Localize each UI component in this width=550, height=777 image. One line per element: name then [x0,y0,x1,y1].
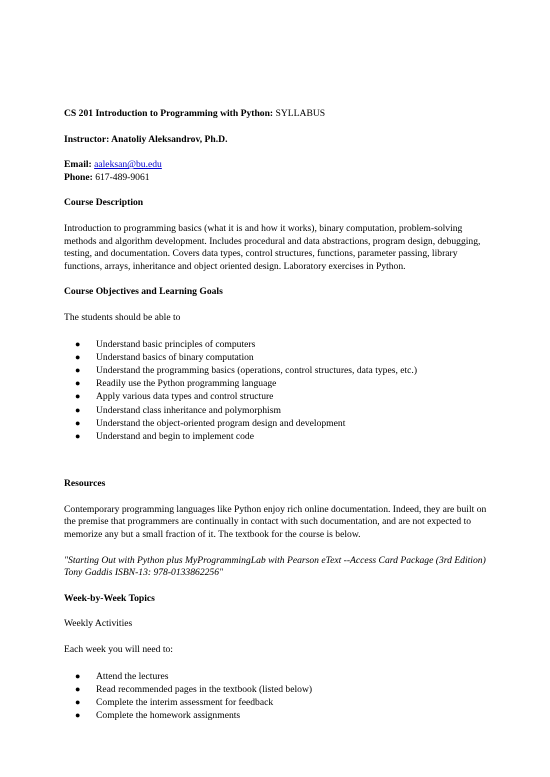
bullet-icon: ● [75,351,81,362]
list-item: ● Apply various data types and control structure [75,391,274,403]
objectives-heading: Course Objectives and Learning Goals [64,286,223,298]
list-item: ● Complete the interim assessment for feedback [75,696,274,708]
list-item: ● Understand basics of binary computation [75,351,254,363]
list-item: ● Understand the programming basics (operations, control structures, data types, etc.) [75,364,418,376]
bullet-icon: ● [75,364,81,375]
weekly-intro: Each week you will need to: [64,643,173,655]
list-item: ● Understand and begin to implement code [75,430,254,442]
email-row [64,159,490,172]
bullet-icon: ● [75,696,81,707]
bullet-icon: ● [75,391,81,402]
bullet-icon: ● [75,710,81,721]
weekly-subheading: Weekly Activities [64,618,133,630]
bullet-icon: ● [75,670,81,681]
section-spacer [64,456,490,478]
title-main: CS 201 Introduction to Programming with Python: [64,108,276,119]
email-link[interactable]: aaleksan@bu.edu [94,159,162,171]
bullet-icon: ● [75,404,81,415]
bullet-icon: ● [75,378,81,389]
email-label: Email: [64,159,92,171]
title-tail: SYLLABUS [275,108,326,119]
weekly-heading: Week-by-Week Topics [64,592,155,604]
list-item: ● Read recommended pages in the textbook (listed below) [75,683,313,695]
textbook-citation: "Starting Out with Python plus MyProgrammingLab with Pearson eText --Access Card Package (3rd Edition) Tony Gaddis ISBN-13: 978-0133862256" [64,554,486,579]
objectives-list [64,338,490,444]
phone-value: 617-489-9061 [95,171,150,183]
list-item: ● Readily use the Python programming language [75,378,277,390]
page-title [64,108,490,121]
bullet-icon: ● [75,430,81,441]
list-item: ● Attend the lectures [75,670,169,682]
contact-block [64,159,490,184]
course-description-text: Introduction to programming basics (what it is and how it works), binary computation, problem-solving methods and algorithm development. Includes procedural and data abstractions, program design, debugging, testing, and documentation. Covers data types, control structures, functions, parameter passing, library functions, arrays, inheritance and object oriented design. Laboratory exercises in Python. [64,222,481,272]
phone-label: Phone: [64,171,93,183]
resources-text: Contemporary programming languages like Python enjoy rich online documentation. Indeed, they are built on the premise that programmers are continually in contact with such documentation, and are not expected to memorize any but a small fraction of it. The textbook for the course is below. [64,503,487,540]
course-description-heading: Course Description [64,197,144,209]
phone-row [64,172,490,185]
list-item: ● Understand the object-oriented program design and development [75,417,346,429]
list-item: ● Understand class inheritance and polymorphism [75,404,281,416]
bullet-icon: ● [75,338,81,349]
weekly-list [64,670,490,723]
bullet-icon: ● [75,417,81,428]
list-item: ● Complete the homework assignments [75,710,241,722]
instructor-line: Instructor: Anatoliy Aleksandrov, Ph.D. [64,133,228,145]
objectives-intro: The students should be able to [64,311,181,323]
resources-heading: Resources [64,478,106,490]
bullet-icon: ● [75,683,81,694]
list-item: ● Understand basic principles of computers [75,338,256,350]
